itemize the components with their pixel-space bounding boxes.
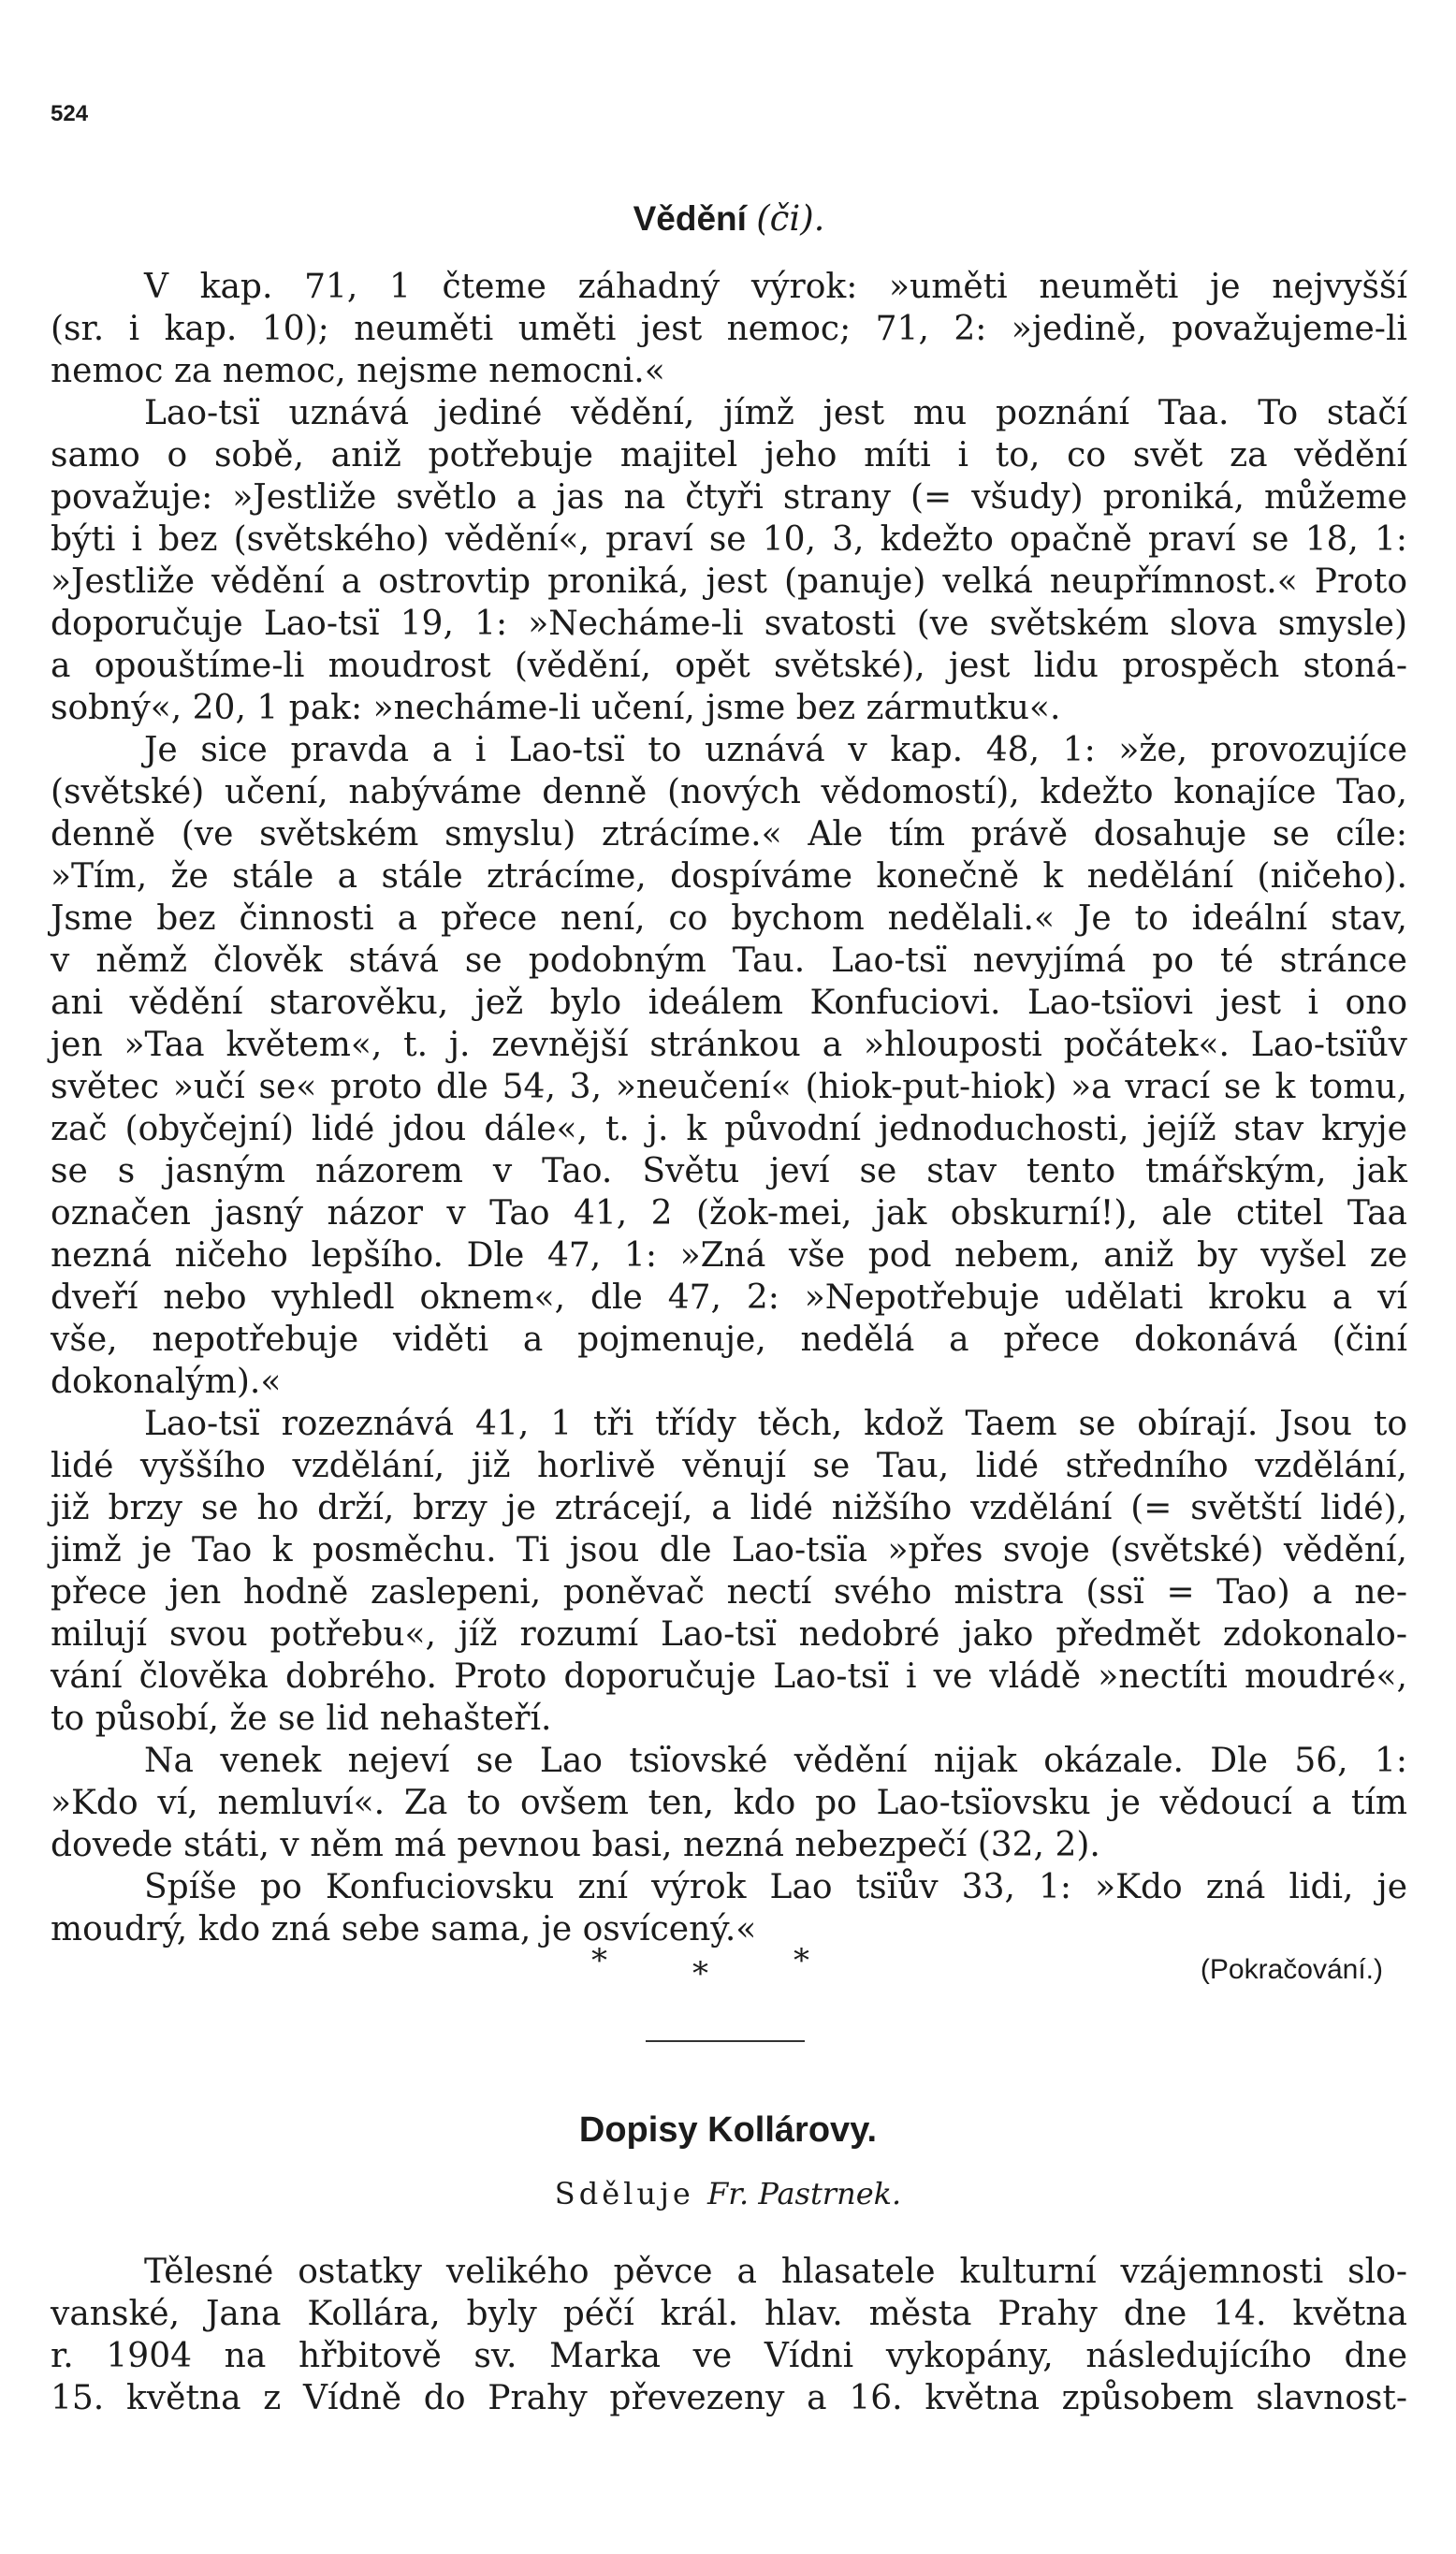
star: * [591, 1942, 607, 1979]
text-line: nezná ničeho lepšího. Dle 47, 1: »Zná vše pod nebem, aniž by vyšel ze [51, 1236, 1407, 1275]
text-line: přece jen hodně zaslepeni, poněvač nectí svého mistra (ssï = Tao) a ne- [51, 1573, 1407, 1612]
section-title-italic: (či). [756, 198, 825, 239]
text-line: »Kdo ví, nemluví«. Za to ovšem ten, kdo po Lao-tsïovsku je vědoucí a tím [51, 1784, 1407, 1822]
text-line: již brzy se ho drží, brzy je ztrácejí, a lidé nižšího vzdělání (= světští lidé), [51, 1489, 1407, 1527]
section-divider [646, 2040, 805, 2042]
text-line: vše, nepotřebuje viděti a pojmenuje, nedělá a přece dokonává (činí [51, 1321, 1407, 1359]
text-line: »Jestliže vědění a ostrovtip proniká, jest (panuje) velká neupřímnost.« Proto [51, 562, 1407, 601]
text-line: býti i bez (světského) vědění«, praví se 10, 3, kdežto opačně praví se 18, 1: [51, 520, 1407, 559]
text-line: (světské) učení, nabýváme denně (nových vědomostí), kdežto konajíce Tao, [51, 773, 1407, 811]
text-line: dovede státi, v něm má pevnou basi, nezná nebezpečí (32, 2). [51, 1826, 1100, 1864]
text-line: označen jasný názor v Tao 41, 2 (žok-mei, jak obskurní!), ale ctitel Taa [51, 1194, 1407, 1233]
text-line: V kap. 71, 1 čteme záhadný výrok: »uměti neuměti je nejvyšší [144, 268, 1407, 306]
text-line: denně (ve světském smyslu) ztrácíme.« Ale tím právě dosahuje se cíle: [51, 815, 1407, 854]
text-line: vání člověka dobrého. Proto doporučuje Lao-tsï i ve vládě »nectíti moudré«, [51, 1657, 1407, 1696]
continuation-note: (Pokračování.) [1200, 1954, 1383, 1985]
byline-label: Sděluje [554, 2176, 694, 2211]
page-number: 524 [51, 101, 89, 126]
text-line: milují svou potřebu«, jíž rozumí Lao-tsï nedobré jako předmět zdokonalo- [51, 1615, 1407, 1654]
section-title-text: Vědění [633, 199, 747, 238]
text-line: zač (obyčejní) lidé jdou dále«, t. j. k původní jednoduchosti, jejíž stav kryje [51, 1110, 1407, 1148]
text-line: 15. května z Vídně do Prahy převezeny a 16. května způsobem slavnost- [51, 2379, 1407, 2417]
text-line: r. 1904 na hřbitově sv. Marka ve Vídni vykopány, následujícího dne [51, 2337, 1407, 2375]
text-line: a opouštíme-li moudrost (vědění, opět světské), jest lidu prospěch stoná- [51, 647, 1407, 685]
section-heading-block [51, 198, 1407, 239]
byline-author: Fr. Pastrnek. [707, 2176, 902, 2211]
text-line: nemoc za nemoc, nejsme nemocni.« [51, 352, 665, 390]
text-line: Jsme bez činnosti a přece není, co bychom nedělali.« Je to ideální stav, [51, 899, 1407, 938]
text-line: »Tím, že stále a stále ztrácíme, dospíváme konečně k nedělání (ničeho). [51, 857, 1407, 896]
body-text [51, 266, 1407, 1950]
star: * [794, 1942, 809, 1979]
text-line: vanské, Jana Kollára, byly péčí král. hlav. města Prahy dne 14. května [51, 2295, 1407, 2333]
text-line: doporučuje Lao-tsï 19, 1: »Necháme-li svatosti (ve světském slova smysle) [51, 605, 1407, 643]
article-title: Dopisy Kollárovy. [578, 2110, 878, 2150]
text-line: Je sice pravda a i Lao-tsï to uznává v kap. 48, 1: »že, provozujíce [144, 731, 1407, 769]
text-line: to působí, že se lid nehašteří. [51, 1700, 552, 1738]
article-text [51, 2251, 1407, 2419]
text-line: Na venek nejeví se Lao tsïovské vědění nijak okázale. Dle 56, 1: [144, 1742, 1407, 1780]
text-line: jen »Taa květem«, t. j. zevnější stránkou a »hlouposti počátek«. Lao-tsïův [51, 1026, 1407, 1064]
text-line: světec »učí se« proto dle 54, 3, »neučení« (hiok-put-hiok) »a vrací se k tomu, [51, 1068, 1407, 1106]
text-line: Spíše po Konfuciovsku zní výrok Lao tsïův 33, 1: »Kdo zná lidi, je [144, 1868, 1407, 1906]
article-byline [0, 2176, 1456, 2211]
text-line: jimž je Tao k posměchu. Ti jsou dle Lao-tsïa »přes svoje (světské) vědění, [51, 1531, 1407, 1569]
text-line: Tělesné ostatky velikého pěvce a hlasatele kulturní vzájemnosti slo- [144, 2253, 1407, 2291]
text-line: samo o sobě, aniž potřebuje majitel jeho míti i to, co svět za vědění [51, 436, 1407, 474]
text-line: sobný«, 20, 1 pak: »necháme-li učení, jsme bez zármutku«. [51, 689, 1061, 727]
text-line: dveří nebo vyhledl oknem«, dle 47, 2: »Nepotřebuje udělati kroku a ví [51, 1278, 1407, 1317]
text-line: dokonalým).« [51, 1363, 282, 1401]
star: * [692, 1955, 708, 1992]
text-line: Lao-tsï uznává jediné vědění, jímž jest mu poznání Taa. To stačí [144, 394, 1407, 432]
section-title [51, 198, 1407, 239]
text-line: moudrý, kdo zná sebe sama, je osvícený.« [51, 1910, 757, 1948]
text-line: lidé vyššího vzdělání, již horlivě věnují se Tau, lidé středního vzdělání, [51, 1447, 1407, 1485]
text-line: (sr. i kap. 10); neuměti uměti jest nemoc; 71, 2: »jedině, považujeme-li [51, 310, 1407, 348]
text-line: v němž člověk stává se podobným Tau. Lao-tsï nevyjímá po té stránce [51, 941, 1407, 980]
text-line: Lao-tsï rozeznává 41, 1 tři třídy těch, kdož Taem se obírají. Jsou to [144, 1405, 1407, 1443]
text-line: ani vědění starověku, jež bylo ideálem Konfuciovi. Lao-tsïovi jest i ono [51, 984, 1407, 1022]
text-line: se s jasným názorem v Tao. Světu jeví se stav tento tmářským, jak [51, 1152, 1407, 1190]
text-line: považuje: »Jestliže světlo a jas na čtyři strany (= všudy) proniká, můžeme [51, 478, 1407, 517]
